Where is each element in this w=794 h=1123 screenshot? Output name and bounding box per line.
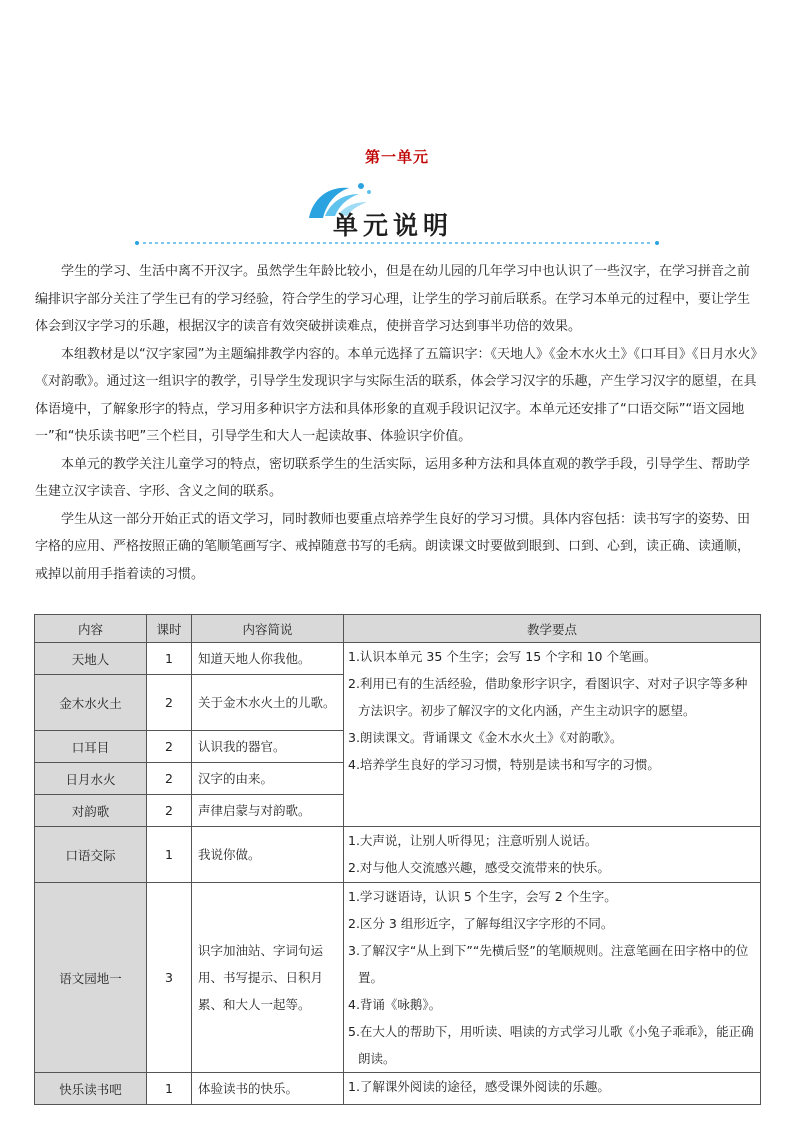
lesson-summary: 汉字的由来。 bbox=[192, 763, 344, 795]
key-point: 4.培养学生良好的学习习惯，特别是读书和写字的习惯。 bbox=[348, 757, 660, 772]
lesson-hours: 2 bbox=[147, 795, 192, 827]
key-point: 2.区分 3 组形近字，了解每组汉字字形的不同。 bbox=[348, 916, 614, 931]
lesson-summary: 声律启蒙与对韵歌。 bbox=[192, 795, 344, 827]
lesson-name: 天地人 bbox=[35, 643, 147, 675]
lesson-hours: 3 bbox=[147, 883, 192, 1073]
lesson-hours: 2 bbox=[147, 731, 192, 763]
intro-paragraph: 学生的学习、生活中离不开汉字。虽然学生年龄比较小，但是在幼儿园的几年学习中也认识了一些汉字，在学习拼音之前编排识字部分关注了学生已有的学习经验，符合学生的学习心理，让学生的学习前后联系。在学习本单元的过程中，要让学生体会到汉字学习的乐趣，根据汉字的读音有效突破拼读难点，使拼音学习达到事半功倍的效果。 bbox=[35, 264, 751, 334]
table-row bbox=[35, 827, 761, 883]
lesson-name: 日月水火 bbox=[35, 763, 147, 795]
intro-paragraph: 学生从这一部分开始正式的语文学习，同时教师也要重点培养学生良好的学习习惯。具体内容包括：读书写字的姿势、田字格的应用、严格按照正确的笔顺笔画写字、戒掉随意书写的毛病。朗读课文时要做到眼到、口到、心到，读正确、读通顺，戒掉以前用手指着读的习惯。 bbox=[35, 511, 751, 582]
key-points-cell bbox=[344, 1073, 761, 1105]
key-point: 4.背诵《咏鹅》。 bbox=[348, 997, 442, 1012]
lesson-name: 快乐读书吧 bbox=[35, 1073, 147, 1105]
banner-title: 单元说明 bbox=[333, 211, 454, 240]
lesson-summary: 知道天地人你我他。 bbox=[192, 643, 344, 675]
lesson-hours: 1 bbox=[147, 1073, 192, 1105]
lesson-name: 金木水火土 bbox=[35, 675, 147, 731]
lesson-summary: 识字加油站、字词句运用、书写提示、日积月累、和大人一起等。 bbox=[192, 883, 344, 1073]
lesson-plan-table bbox=[34, 614, 761, 1105]
lesson-hours: 2 bbox=[147, 763, 192, 795]
table-row bbox=[35, 1073, 761, 1105]
header-content: 内容 bbox=[35, 615, 147, 643]
lesson-summary: 关于金木水火土的儿歌。 bbox=[192, 675, 344, 731]
lesson-summary: 我说你做。 bbox=[192, 827, 344, 883]
key-point: 1.大声说，让别人听得见；注意听别人说话。 bbox=[348, 833, 598, 848]
key-point: 1.学习谜语诗，认识 5 个生字，会写 2 个生字。 bbox=[348, 889, 617, 904]
lesson-name: 口语交际 bbox=[35, 827, 147, 883]
lesson-name: 对韵歌 bbox=[35, 795, 147, 827]
lesson-hours: 1 bbox=[147, 827, 192, 883]
key-points-cell bbox=[344, 827, 761, 883]
key-point: 1.认识本单元 35 个生字；会写 15 个字和 10 个笔画。 bbox=[348, 649, 657, 664]
header-summary: 内容简说 bbox=[192, 615, 344, 643]
intro-paragraph: 本组教材是以“汉字家园”为主题编排教学内容的。本单元选择了五篇识字：《天地人》《金木水火土》《口耳目》《日月水火》《对韵歌》。通过这一组识字的教学，引导学生发现识字与实际生活的联系，体会学习汉字的乐趣，产生学习汉字的愿望，在具体语境中，了解象形字的特点，学习用多种识字方法和具体形象的直观手段识记汉字。本单元还安排了“口语交际”“语文园地一”和“快乐读书吧”三个栏目，引导学生和大人一起读故事、体验识字价值。 bbox=[35, 346, 757, 444]
lesson-name: 语文园地一 bbox=[35, 883, 147, 1073]
lesson-summary: 体验读书的快乐。 bbox=[192, 1073, 344, 1105]
intro-paragraph: 本单元的教学关注儿童学习的特点，密切联系学生的生活实际，运用多种方法和具体直观的教学手段，引导学生、帮助学生建立汉字读音、字形、含义之间的联系。 bbox=[35, 456, 751, 499]
table-header-row bbox=[35, 615, 761, 643]
header-hours: 课时 bbox=[147, 615, 192, 643]
key-point: 3.了解汉字“从上到下”“先横后竖”的笔顺规则。注意笔画在田字格中的位置。 bbox=[348, 943, 749, 985]
lesson-summary: 认识我的器官。 bbox=[192, 731, 344, 763]
key-point: 3.朗读课文。背诵课文《金木水火土》《对韵歌》。 bbox=[348, 730, 623, 745]
unit-title: 第一单元 bbox=[364, 148, 429, 166]
key-points-cell bbox=[344, 883, 761, 1073]
section-banner bbox=[135, 180, 659, 250]
key-point: 2.对与他人交流感兴趣，感受交流带来的快乐。 bbox=[348, 860, 610, 875]
lesson-hours: 1 bbox=[147, 643, 192, 675]
table-row bbox=[35, 643, 761, 675]
key-point: 2.利用已有的生活经验，借助象形字识字，看图识字、对对子识字等多种方法识字。初步了解汉字的文化内涵，产生主动识字的愿望。 bbox=[348, 676, 748, 718]
key-point: 5.在大人的帮助下，用听读、唱读的方式学习儿歌《小兔子乖乖》，能正确朗读。 bbox=[348, 1024, 754, 1066]
lesson-name: 口耳目 bbox=[35, 731, 147, 763]
lesson-hours: 2 bbox=[147, 675, 192, 731]
table-row bbox=[35, 883, 761, 1073]
unit-intro bbox=[35, 258, 759, 588]
dotted-divider bbox=[135, 241, 659, 245]
key-points-cell bbox=[344, 643, 761, 827]
header-key-points: 教学要点 bbox=[344, 615, 761, 643]
key-point: 1.了解课外阅读的途径，感受课外阅读的乐趣。 bbox=[348, 1079, 610, 1094]
